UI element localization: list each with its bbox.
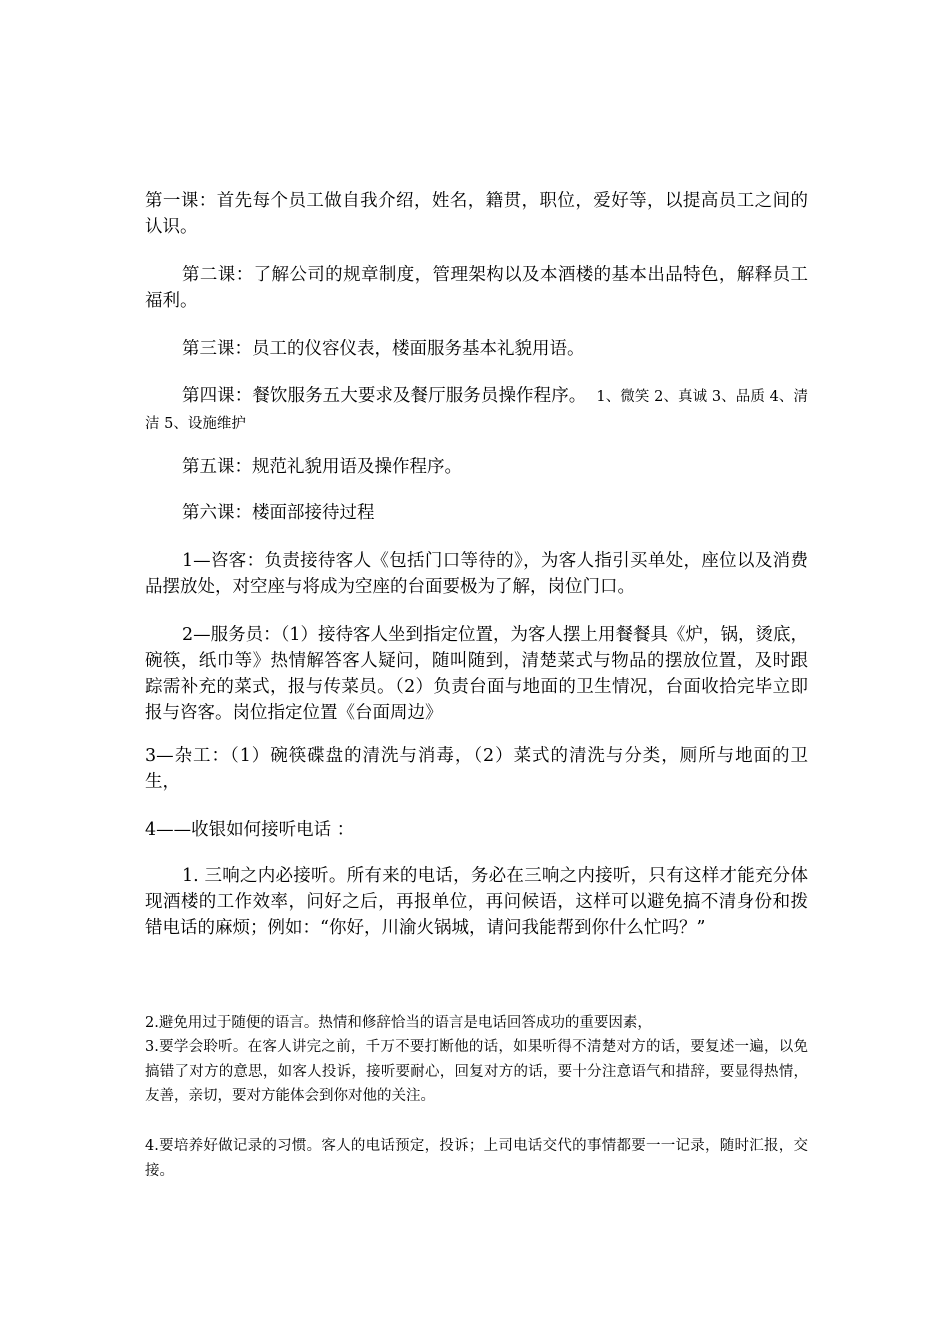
lesson-6-paragraph: 第六课：楼面部接待过程: [182, 503, 375, 523]
role-waiter-paragraph: 2—服务员：（1）接待客人坐到指定位置，为客人摆上用餐餐具《炉，锅，烫底，碗筷，纸巾等》热情解答客人疑问，随叫随到，清楚菜式与物品的摆放位置，及时跟踪需补充的菜式，报与传菜员。（2）负责台面与地面的卫生情况，台面收拾完毕立即报与咨客。岗位指定位置《台面周边》: [145, 625, 809, 723]
lesson-3-paragraph: 第三课：员工的仪容仪表，楼面服务基本礼貌用语。: [182, 339, 585, 359]
lesson-5-paragraph: 第五课：规范礼貌用语及操作程序。: [182, 457, 462, 477]
role-greeter-paragraph: 1—咨客：负责接待客人《包括门口等待的》，为客人指引买单处，座位以及消费品摆放处，对空座与将成为空座的台面要极为了解，岗位门口。: [145, 551, 808, 597]
phone-rule-4-paragraph: 4.要培养好做记录的习惯。客人的电话预定，投诉；上司电话交代的事情都要一一记录，随时汇报，交接。: [145, 1138, 808, 1179]
lesson-2-paragraph: 第二课：了解公司的规章制度，管理架构以及本酒楼的基本出品特色，解释员工福利。: [145, 265, 808, 311]
phone-rule-2-paragraph: 2.避免用过于随便的语言。热情和修辞恰当的语言是电话回答成功的重要因素，: [145, 1015, 652, 1031]
phone-rule-3-paragraph: 3.要学会聆听。在客人讲完之前，千万不要打断他的话，如果听得不清楚对方的话，要复述一遍，以免搞错了对方的意思，如客人投诉，接听要耐心，回复对方的话，要十分注意语气和措辞，要显得热情，友善，亲切，要对方能体会到你对他的关注。: [145, 1039, 808, 1104]
role-cashier-heading: 4——收银如何接听电话 ：: [145, 820, 355, 840]
lesson-4-paragraph: [145, 383, 808, 437]
lesson-1-paragraph: 第一课：首先每个员工做自我介绍，姓名，籍贯，职位，爱好等，以提高员工之间的认识。: [145, 191, 808, 237]
lesson-4-list: 1、微笑 2、真诚 3、品质 4、清洁 5、设施维护: [145, 389, 809, 432]
phone-rule-1-paragraph: 1. 三响之内必接听。所有来的电话，务必在三响之内接听，只有这样才能充分体现酒楼的工作效率，问好之后，再报单位，再问候语，这样可以避免搞不清身份和拨错电话的麻烦；例如：“你好，川渝火锅城，请问我能帮到你什么忙吗？”: [145, 866, 808, 938]
lesson-4-text: 第四课：餐饮服务五大要求及餐厅服务员操作程序。: [182, 386, 587, 406]
role-helper-paragraph: 3—杂工：（1）碗筷碟盘的清洗与消毒，（2）菜式的清洗与分类，厕所与地面的卫生，: [145, 746, 808, 792]
